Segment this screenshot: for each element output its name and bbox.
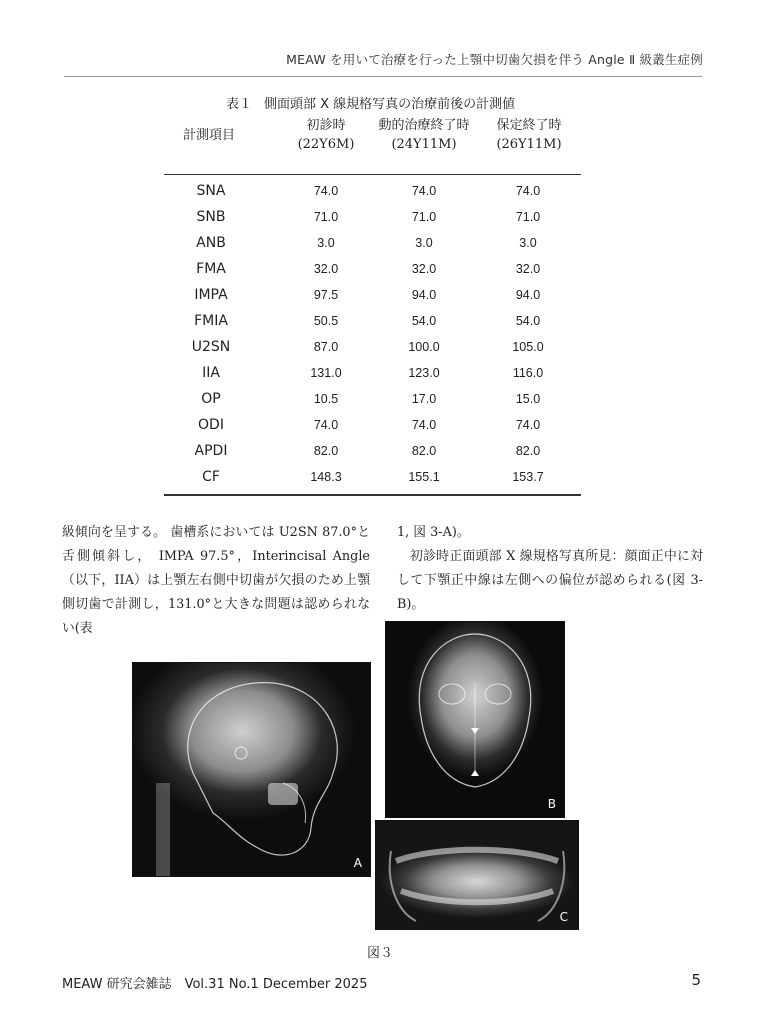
panel-label-a: A <box>353 856 362 870</box>
body-column-left <box>62 521 370 641</box>
paragraph: 初診時正面頭部 X 線規格写真所見：顔面正中に対して下顎正中線は左側への偏位が認められる(図 3-B)。 <box>397 549 703 612</box>
table-cell-item: SNB <box>196 209 226 225</box>
table-cell-item: U2SN <box>191 339 231 355</box>
column-header-retention-end: 保定終了時 (26Y11M) <box>496 118 562 152</box>
table-caption <box>226 93 515 112</box>
table-cell-item: OP <box>201 391 221 407</box>
table-cell-item: ODI <box>198 417 224 433</box>
figure-3b-frontal-cephalogram <box>385 621 565 818</box>
table-cell-retention-end: 94.0 <box>515 288 541 302</box>
table-cell-active-end: 155.1 <box>408 470 440 484</box>
table-cell-item: SNA <box>196 183 226 199</box>
table-cell-retention-end: 116.0 <box>512 366 544 380</box>
paragraph: 1, 図 3-A)。 <box>397 525 470 540</box>
table-cell-active-end: 17.0 <box>411 392 437 406</box>
column-header-initial: 初診時 (22Y6M) <box>297 118 355 152</box>
table-cell-retention-end: 153.7 <box>512 470 544 484</box>
paragraph: 級傾向を呈する。 歯槽系においては U2SN 87.0°と舌側傾斜し， IMPA 97.5°，Interincisal Angle（以下，IIA）は上顎左右側中切歯が欠損のため上顎側切歯で計測し，131.0°と大きな問題は認められない(表 <box>62 525 370 636</box>
header-rule <box>64 76 702 77</box>
table-cell-item: CF <box>202 469 220 485</box>
table-cell-initial: 3.0 <box>317 236 335 250</box>
table-cell-retention-end: 15.0 <box>515 392 541 406</box>
panel-label-c: C <box>559 910 568 924</box>
table-row <box>164 386 581 412</box>
table-header <box>164 116 581 174</box>
figure-caption: 図３ <box>367 946 394 961</box>
table-cell-initial: 131.0 <box>310 366 342 380</box>
table-cell-active-end: 74.0 <box>411 184 437 198</box>
table-row <box>164 282 581 308</box>
figure-3c-panoramic-radiograph <box>375 820 579 930</box>
table-cell-initial: 87.0 <box>313 340 339 354</box>
table-cell-initial: 32.0 <box>313 262 339 276</box>
table-row <box>164 230 581 256</box>
skull-lateral-icon <box>133 663 370 876</box>
table-cell-item: FMA <box>196 261 226 277</box>
table-cell-active-end: 100.0 <box>408 340 440 354</box>
table-cell-item: ANB <box>196 235 226 251</box>
table-cell-initial: 10.5 <box>313 392 339 406</box>
table-cell-retention-end: 54.0 <box>515 314 541 328</box>
table-cell-retention-end: 3.0 <box>519 236 537 250</box>
skull-frontal-icon <box>386 622 564 817</box>
column-header-item: 計測項目 <box>182 128 235 143</box>
table-body <box>164 175 581 494</box>
table-cell-active-end: 123.0 <box>408 366 440 380</box>
table-row <box>164 308 581 334</box>
table-row <box>164 204 581 230</box>
table-cell-retention-end: 74.0 <box>515 418 541 432</box>
table-row <box>164 464 581 490</box>
table-row <box>164 178 581 204</box>
table-row <box>164 412 581 438</box>
journal-footer: MEAW 研究会雑誌 Vol.31 No.1 December 2025 <box>62 977 368 992</box>
table-cell-item: FMIA <box>194 313 228 329</box>
table-row <box>164 438 581 464</box>
running-head: MEAW を用いて治療を行った上顎中切歯欠損を伴う Angle Ⅱ 級叢生症例 <box>286 52 703 67</box>
table-cell-retention-end: 82.0 <box>515 444 541 458</box>
table-cell-retention-end: 74.0 <box>515 184 541 198</box>
table-cell-initial: 50.5 <box>313 314 339 328</box>
table-caption-label: 表１ <box>226 97 253 112</box>
table-cell-initial: 97.5 <box>313 288 339 302</box>
table-cell-retention-end: 32.0 <box>515 262 541 276</box>
page-number: 5 <box>691 971 701 989</box>
table-row <box>164 334 581 360</box>
body-column-right <box>397 521 703 617</box>
table-cell-retention-end: 71.0 <box>515 210 541 224</box>
table-cell-active-end: 3.0 <box>415 236 433 250</box>
table-caption-title: 側面頭部 X 線規格写真の治療前後の計測値 <box>264 97 516 112</box>
table-row <box>164 256 581 282</box>
table-cell-active-end: 71.0 <box>411 210 437 224</box>
table-cell-initial: 71.0 <box>313 210 339 224</box>
table-cell-active-end: 32.0 <box>411 262 437 276</box>
figure-3a-lateral-cephalogram <box>132 662 371 877</box>
table-cell-initial: 82.0 <box>313 444 339 458</box>
table-cell-initial: 74.0 <box>313 184 339 198</box>
table-cell-active-end: 74.0 <box>411 418 437 432</box>
panoramic-teeth-icon <box>376 821 578 929</box>
table-cell-retention-end: 105.0 <box>512 340 544 354</box>
panel-label-b: B <box>547 797 556 811</box>
table-cell-active-end: 82.0 <box>411 444 437 458</box>
table-bottom-rule <box>164 494 581 496</box>
table-cell-item: IIA <box>202 365 220 381</box>
table-cell-initial: 74.0 <box>313 418 339 432</box>
table-cell-active-end: 94.0 <box>411 288 437 302</box>
table-row <box>164 360 581 386</box>
measurement-table <box>164 116 581 496</box>
table-cell-active-end: 54.0 <box>411 314 437 328</box>
table-cell-initial: 148.3 <box>310 470 342 484</box>
table-cell-item: APDI <box>194 443 228 459</box>
table-cell-item: IMPA <box>194 287 228 303</box>
column-header-active-end: 動的治療終了時 (24Y11M) <box>378 118 470 152</box>
